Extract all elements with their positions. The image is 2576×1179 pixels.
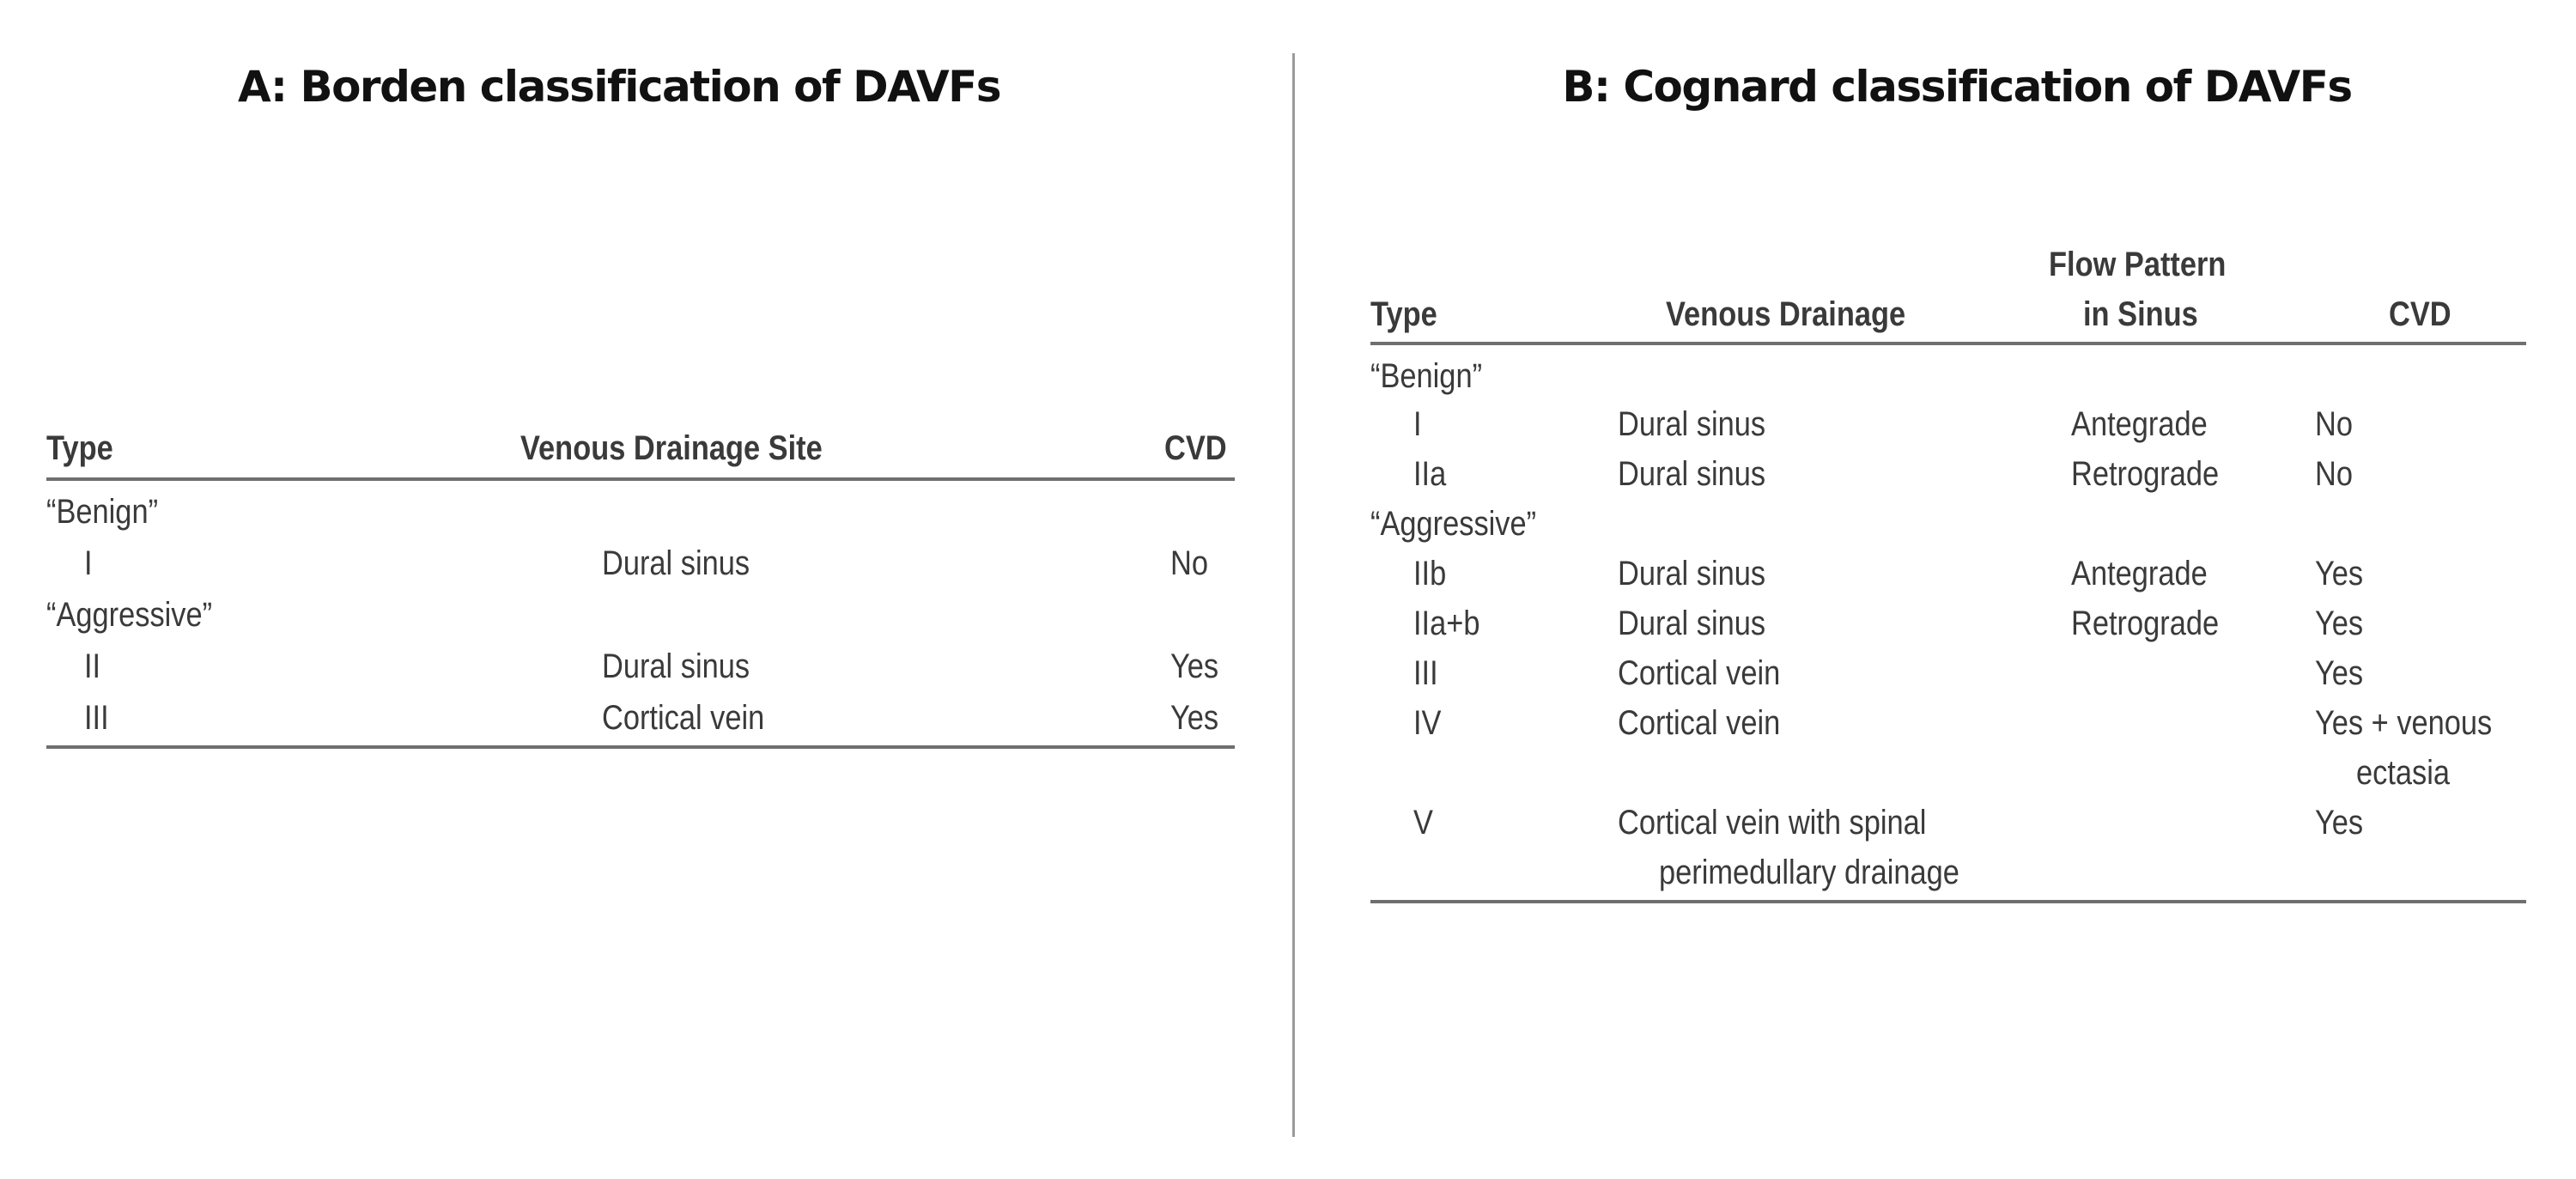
bottom-rule [46,745,1235,749]
group-benign: “Benign” [46,493,159,531]
row-cvd: Yes [2315,605,2364,642]
row-flow: Antegrade [2071,555,2208,593]
row-cvd: Yes + venous [2315,704,2493,742]
row-drainage: Dural sinus [1618,555,1766,593]
row-cvd: Yes [1170,699,1219,737]
row-type: III [1413,654,1438,692]
row-type: I [84,544,93,582]
row-type: IV [1413,704,1442,742]
header-drainage: Venous Drainage [1666,295,1906,333]
header-rule [1370,342,2526,345]
row-drainage: Cortical vein [602,699,765,737]
panel-divider [1292,53,1295,1137]
header-rule [46,477,1235,481]
row-cvd: No [2315,455,2353,493]
row-cvd: Yes [2315,654,2364,692]
row-type: III [84,699,109,737]
header-drainage-site: Venous Drainage Site [520,429,823,467]
row-cvd: No [1170,544,1208,582]
row-drainage: Cortical vein [1618,654,1781,692]
header-type: Type [46,429,113,467]
row-drainage: Dural sinus [1618,605,1766,642]
group-aggressive: “Aggressive” [46,596,213,634]
row-cvd: Yes [2315,555,2364,593]
row-cvd: Yes [2315,804,2364,842]
row-type: II [84,647,101,685]
row-drainage: Dural sinus [1618,405,1766,443]
borden-title: A: Borden classification of DAVFs [237,62,1001,112]
header-type: Type [1370,295,1437,333]
group-aggressive: “Aggressive” [1370,505,1537,543]
borden-table [46,0,1235,1179]
row-drainage-continued: perimedullary drainage [1659,854,1959,891]
row-flow: Retrograde [2071,605,2220,642]
row-drainage: Cortical vein [1618,704,1781,742]
row-drainage: Dural sinus [602,647,750,685]
cognard-table [1370,0,2526,1179]
row-cvd: No [2315,405,2353,443]
row-drainage: Cortical vein with spinal [1618,804,1927,842]
row-drainage: Dural sinus [1618,455,1766,493]
header-flow-line1: Flow Pattern [2049,246,2227,283]
row-cvd: Yes [1170,647,1219,685]
row-type: IIa [1413,455,1447,493]
row-type: IIb [1413,555,1447,593]
row-type: IIa+b [1413,605,1480,642]
cognard-title: B: Cognard classification of DAVFs [1562,62,2352,112]
group-benign: “Benign” [1370,357,1483,395]
bottom-rule [1370,900,2526,903]
header-cvd: CVD [2389,295,2451,333]
row-type: V [1413,804,1433,842]
header-flow-line2: in Sinus [2083,295,2198,333]
row-type: I [1413,405,1422,443]
row-flow: Retrograde [2071,455,2220,493]
header-cvd: CVD [1164,429,1227,467]
row-drainage: Dural sinus [602,544,750,582]
row-cvd-continued: ectasia [2356,754,2451,792]
row-flow: Antegrade [2071,405,2208,443]
